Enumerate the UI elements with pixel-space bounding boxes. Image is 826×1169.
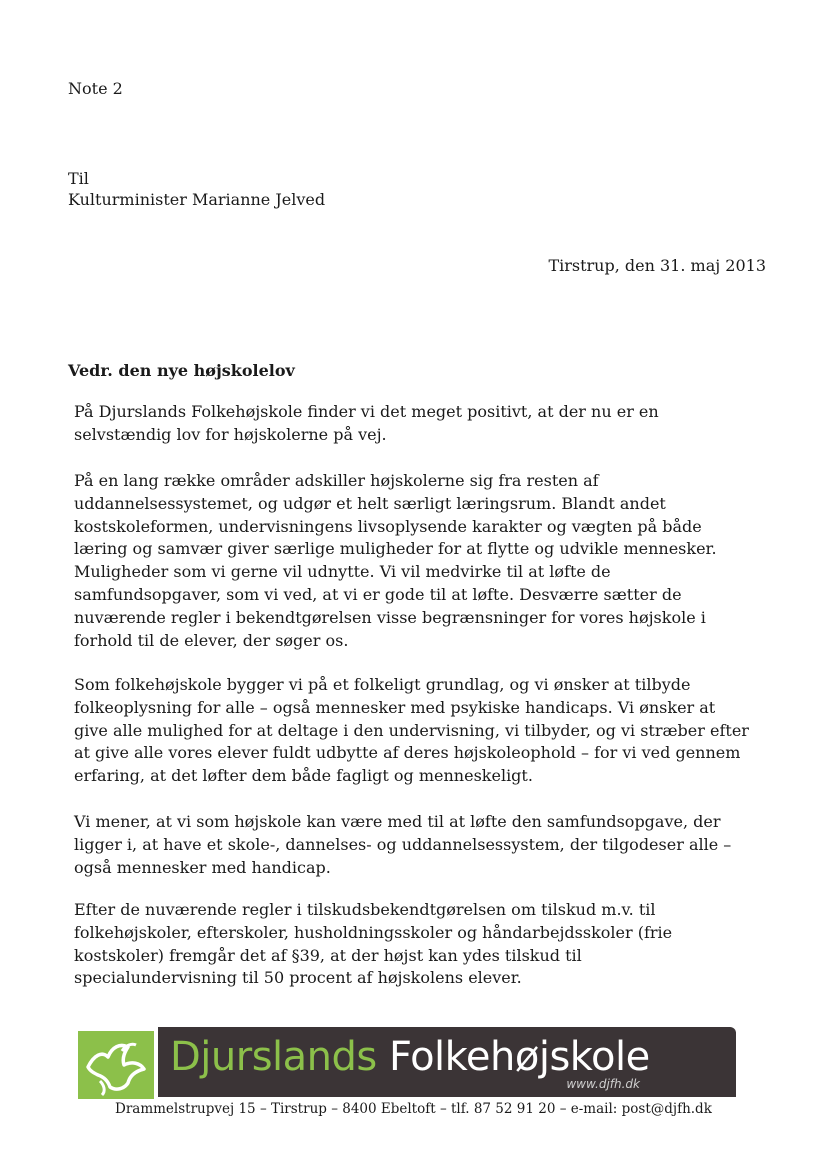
website-link[interactable]: www.djfh.dk bbox=[566, 1077, 640, 1091]
paragraph-line: give alle mulighed for at deltage i den undervisning, vi tilbyder, og vi stræber efter bbox=[74, 720, 749, 740]
paragraph bbox=[74, 401, 754, 447]
paragraph-line: ligger i, at have et skole-, dannelses- og uddannelsessystem, der tilgodeser alle – bbox=[74, 834, 732, 854]
paragraph-line: På en lang række områder adskiller højskolerne sig fra resten af bbox=[74, 471, 599, 490]
note-label: Note 2 bbox=[68, 79, 123, 98]
paragraph bbox=[74, 470, 754, 652]
paragraph-line: kostskoler) fremgår det af §39, at der højst kan ydes tilskud til bbox=[74, 945, 582, 965]
recipient-name: Kulturminister Marianne Jelved bbox=[68, 190, 326, 209]
paragraph-line: uddannelsessystemet, og udgør et helt særligt læringsrum. Blandt andet bbox=[74, 493, 666, 513]
paragraph-line: også mennesker med handicap. bbox=[74, 857, 331, 877]
brand-name-part2: Folkehøjskole bbox=[388, 1034, 650, 1080]
paragraph-line: Muligheder som vi gerne vil udnytte. Vi vil medvirke til at løfte de bbox=[74, 562, 611, 582]
paragraph bbox=[74, 899, 754, 990]
paragraph bbox=[74, 674, 754, 788]
paragraph-line: specialundervisning til 50 procent af højskolens elever. bbox=[74, 968, 522, 988]
letter-subject: Vedr. den nye højskolelov bbox=[68, 361, 295, 380]
footer-address: Drammelstrupvej 15 – Tirstrup – 8400 Ebeltoft – tlf. 87 52 91 20 – e-mail: post@djfh.dk bbox=[115, 1101, 712, 1117]
paragraph bbox=[74, 811, 754, 879]
paragraph-line: nuværende regler i bekendtgørelsen visse begrænsninger for vores højskole i bbox=[74, 607, 706, 627]
paragraph-line: forhold til de elever, der søger os. bbox=[74, 630, 349, 650]
paragraph-line: kostskoleformen, undervisningens livsoplysende karakter og vægten på både bbox=[74, 516, 702, 536]
paragraph-line: Efter de nuværende regler i tilskudsbekendtgørelsen om tilskud m.v. til bbox=[74, 900, 656, 919]
paragraph-line: erfaring, at det løfter dem både fagligt og menneskeligt. bbox=[74, 766, 533, 786]
recipient-label: Til bbox=[68, 169, 89, 188]
paragraph-line: På Djurslands Folkehøjskole finder vi det meget positivt, at der nu er en bbox=[74, 402, 659, 421]
paragraph-line: Vi mener, at vi som højskole kan være med til at løfte den samfundsopgave, der bbox=[74, 812, 721, 831]
brand-name-part1: Djurslands bbox=[170, 1034, 377, 1080]
paragraph-line: at give alle vores elever fuldt udbytte af deres højskoleophold – for vi ved gennem bbox=[74, 743, 741, 763]
school-banner bbox=[78, 1027, 736, 1101]
paragraph-line: Som folkehøjskole bygger vi på et folkeligt grundlag, og vi ønsker at tilbyde bbox=[74, 675, 691, 694]
brand-bar bbox=[158, 1027, 736, 1097]
paragraph-line: folkeoplysning for alle – også mennesker med psykiske handicaps. Vi ønsker at bbox=[74, 697, 716, 717]
paragraph-line: samfundsopgaver, som vi ved, at vi er gode til at løfte. Desværre sætter de bbox=[74, 584, 682, 604]
brand-name bbox=[170, 1033, 650, 1081]
paragraph-line: folkehøjskoler, efterskoler, husholdningsskoler og håndarbejdsskoler (frie bbox=[74, 922, 673, 942]
paragraph-line: læring og samvær giver særlige muligheder for at flytte og udvikle mennesker. bbox=[74, 539, 717, 559]
paragraph-line: selvstændig lov for højskolerne på vej. bbox=[74, 424, 387, 444]
bird-logo-icon bbox=[78, 1031, 154, 1099]
letter-date: Tirstrup, den 31. maj 2013 bbox=[548, 256, 766, 275]
logo-box bbox=[78, 1031, 154, 1099]
